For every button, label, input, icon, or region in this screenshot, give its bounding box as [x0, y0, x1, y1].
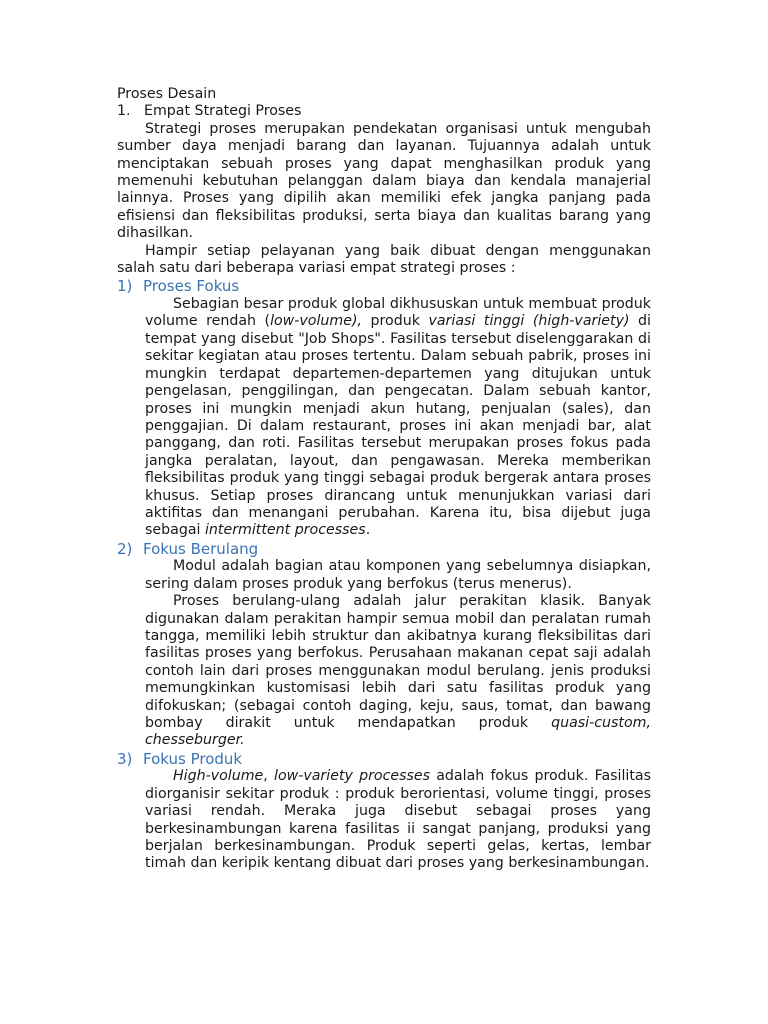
text-run: ,	[263, 768, 274, 785]
italic-run: intermittent processes	[204, 522, 366, 539]
section-number: 1.	[117, 103, 131, 120]
text-run: .	[365, 522, 371, 539]
paragraph: Strategi proses merupakan pendekatan organisasi untuk mengubah sumber daya menjadi barang dan layanan. Tujuannya adalah untuk menciptakan sebuah proses yang dapat menghasilkan produk yang memenuhi kebutuhan pelanggan dalam biaya dan kendala manajerial lainnya. Proses yang dipilih akan memiliki efek jangka panjang pada efisiensi dan fleksibilitas produksi, serta biaya dan kualitas barang yang dihasilkan.	[117, 120, 651, 242]
italic-run: High-volume	[173, 768, 264, 785]
subsection-number: 1)	[117, 277, 133, 296]
paragraph	[145, 296, 651, 540]
italic-run: variasi tinggi (high-variety)	[428, 313, 630, 330]
subsection-number: 3)	[117, 749, 133, 768]
document-body	[117, 86, 651, 873]
subsection-proses-fokus	[117, 277, 651, 539]
italic-run: quasi-custom, chesseburger.	[145, 715, 651, 749]
paragraph	[145, 768, 651, 872]
italic-run: low-variety processes	[274, 768, 431, 785]
paragraph: Hampir setiap pelayanan yang baik dibuat dengan menggunakan salah satu dari beberapa variasi empat strategi proses :	[117, 242, 651, 277]
text-run: Proses berulang-ulang adalah jalur perakitan klasik. Banyak digunakan dalam perakitan hampir semua mobil dan peralatan rumah tangga, memiliki lebih struktur dan akibatnya kurang fleksibilitas dari fasilitas proses yang berfokus. Perusahaan makanan cepat saji adalah contoh lain dari proses menggunakan modul berulang. jenis produksi memungkinkan kustomisasi lebih dari satu fasilitas produk yang difokuskan; (sebagai contoh daging, keju, saus, tomat, dan bawang bombay dirakit untuk mendapatkan produk	[145, 593, 651, 731]
italic-run: low-volume),	[270, 313, 363, 330]
paragraph: Modul adalah bagian atau komponen yang sebelumnya disiapkan, sering dalam proses produk yang berfokus (terus menerus).	[145, 558, 651, 592]
subsection-heading-text: Fokus Berulang	[143, 539, 259, 558]
paragraph	[145, 593, 651, 750]
section-heading-text: Empat Strategi Proses	[144, 103, 302, 120]
subsection-fokus-berulang	[117, 540, 651, 750]
subsection-heading	[117, 750, 651, 769]
subsection-heading	[117, 540, 651, 559]
subsection-heading-text: Fokus Produk	[143, 749, 243, 768]
section-heading	[117, 103, 651, 120]
subsection-heading-text: Proses Fokus	[143, 277, 240, 296]
text-run: adalah fokus produk. Fasilitas diorganisir sekitar produk : produk berorientasi, volume tinggi, proses variasi rendah. Meraka juga disebut sebagai proses yang berkesinambungan karena fasilitas ii sangat panjang, produksi yang berjalan berkesinambungan. Produk seperti gelas, kertas, lembar timah dan keripik kentang dibuat dari proses yang berkesinambungan.	[145, 768, 651, 872]
subsection-fokus-produk	[117, 750, 651, 873]
document-title: Proses Desain	[117, 86, 217, 102]
text-run: di tempat yang disebut "Job Shops". Fasilitas tersebut diselenggarakan di sekitar kegiatan atau proses tertentu. Dalam sebuah pabrik, proses ini mungkin terdapat departemen-departemen yang ditujukan untuk pengelasan, penggilingan, dan pengecatan. Dalam sebuah kantor, proses ini mungkin menjadi akun hutang, penjualan (sales), dan penggajian. Di dalam restaurant, proses ini akan menjadi bar, alat panggang, dan roti. Fasilitas tersebut merupakan proses fokus pada jangka peralatan, layout, dan pengawasan. Mereka memberikan fleksibilitas produk yang tinggi sebagai produk bergerak antara proses khusus. Setiap proses dirancang untuk menunjukkan variasi dari aktifitas dan menangani perubahan. Karena itu, bisa dijebut juga sebagai	[145, 313, 651, 539]
text-run: Sebagian besar produk global dikhususkan untuk membuat produk volume rendah (	[145, 296, 651, 330]
text-run: produk	[362, 313, 429, 330]
subsection-heading	[117, 277, 651, 296]
subsection-number: 2)	[117, 539, 133, 558]
